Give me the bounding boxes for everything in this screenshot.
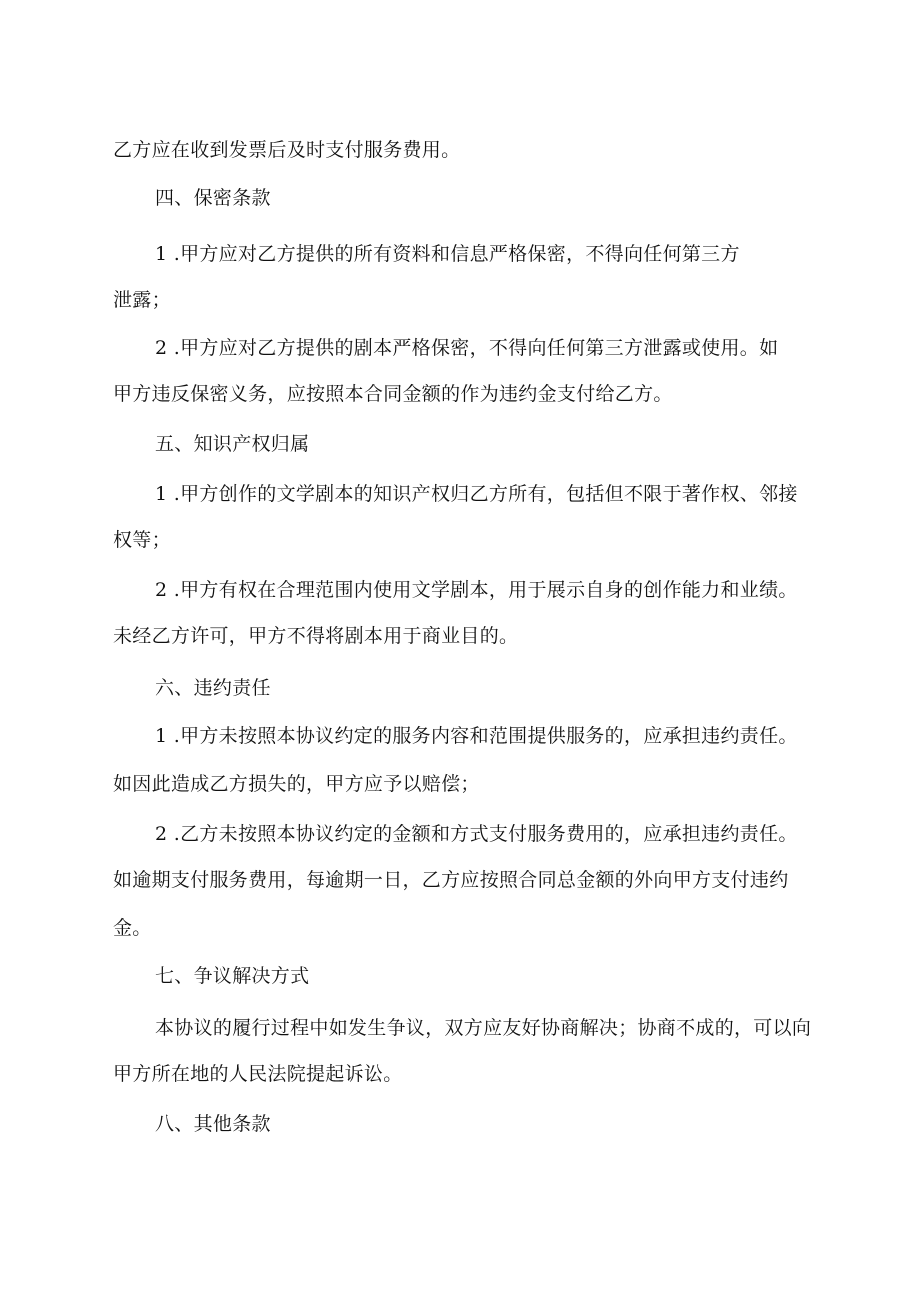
clause-text-line: 权等；: [113, 529, 171, 551]
clause-text-line: 1 .甲方未按照本协议约定的服务内容和范围提供服务的，应承担违约责任。: [155, 725, 798, 747]
clause-text-line: 甲方所在地的人民法院提起诉讼。: [113, 1063, 403, 1085]
section-heading-breach: 六、违约责任: [155, 677, 271, 699]
clause-text-line: 1 .甲方应对乙方提供的所有资料和信息严格保密，不得向任何第三方: [155, 243, 740, 265]
clause-text-line: 如逾期支付服务费用，每逾期一日，乙方应按照合同总金额的外向甲方支付违约: [113, 869, 789, 891]
section-heading-other: 八、其他条款: [155, 1113, 271, 1135]
section-heading-ip: 五、知识产权归属: [155, 433, 310, 455]
clause-text-line: 1 .甲方创作的文学剧本的知识产权归乙方所有，包括但不限于著作权、邻接: [155, 483, 798, 505]
section-heading-dispute: 七、争议解决方式: [155, 965, 310, 987]
clause-text-line: 甲方违反保密义务，应按照本合同金额的作为违约金支付给乙方。: [113, 383, 673, 405]
clause-text-line: 泄露；: [113, 289, 171, 311]
clause-text-line: 本协议的履行过程中如发生争议，双方应友好协商解决；协商不成的，可以向: [155, 1017, 812, 1039]
payment-note-line: 乙方应在收到发票后及时支付服务费用。: [113, 139, 461, 161]
clause-text-line: 金。: [113, 917, 152, 939]
section-heading-confidentiality: 四、保密条款: [155, 187, 271, 209]
clause-text-line: 未经乙方许可，甲方不得将剧本用于商业目的。: [113, 625, 519, 647]
clause-text-line: 2 .甲方应对乙方提供的剧本严格保密，不得向任何第三方泄露或使用。如: [155, 337, 779, 359]
clause-text-line: 如因此造成乙方损失的，甲方应予以赔偿；: [113, 773, 480, 795]
clause-text-line: 2 .甲方有权在合理范围内使用文学剧本，用于展示自身的创作能力和业绩。: [155, 579, 798, 601]
clause-text-line: 2 .乙方未按照本协议约定的金额和方式支付服务费用的，应承担违约责任。: [155, 823, 798, 845]
